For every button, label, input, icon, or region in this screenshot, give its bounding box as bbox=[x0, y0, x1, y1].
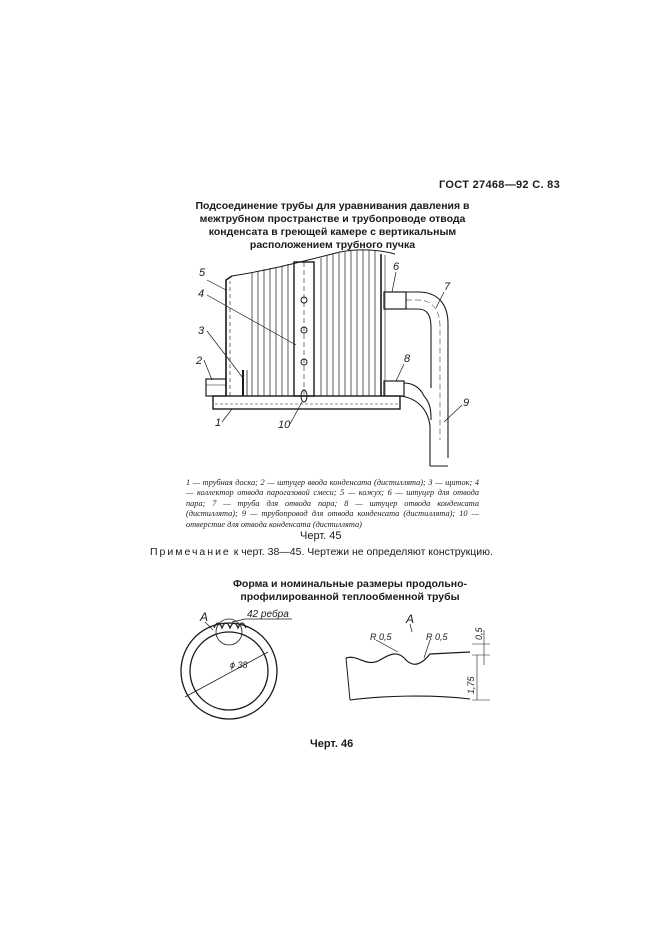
label-4: 4 bbox=[198, 288, 205, 300]
diameter-line bbox=[185, 652, 268, 697]
steam-outlet-nozzle bbox=[384, 292, 406, 309]
figure-45-legend: 1 — трубная доска; 2 — штуцер ввода конденсата (дистиллята); 3 — щиток; 4 — коллектор отвода парогазовой смеси; 5 — кожух; 6 — штуцер для отвода пара; 7 — труба для отвода пара; 8 — штуцер отвода конденсата (дистиллята); 9 — трубопровод для отвода конденсата (дистиллята); 10 — отверстие для отвода конденсата (дистиллята) bbox=[186, 478, 479, 529]
figure-46-title: Форма и номинальные размеры продольно-профилированной теплообменной трубы bbox=[232, 578, 468, 603]
label-7: 7 bbox=[444, 281, 451, 293]
figure-46-caption: Черт. 46 bbox=[310, 738, 354, 750]
radius-label-1: R 0,5 bbox=[370, 632, 392, 642]
label-6: 6 bbox=[393, 261, 400, 273]
radius-label-2: R 0,5 bbox=[426, 632, 448, 642]
wall-thickness-dim: 1,75 bbox=[466, 676, 476, 694]
condensate-outlet-nozzle bbox=[384, 381, 404, 396]
view-a-label-left: А bbox=[200, 610, 209, 624]
condensate-inlet-nozzle bbox=[206, 379, 226, 396]
page-header: ГОСТ 27468—92 С. 83 bbox=[439, 179, 560, 191]
label-5: 5 bbox=[199, 267, 206, 279]
label-10: 10 bbox=[278, 419, 291, 431]
view-a-label-right: А bbox=[406, 612, 415, 626]
label-8: 8 bbox=[404, 353, 411, 365]
figure-45-caption: Черт. 45 bbox=[300, 530, 342, 542]
note-text: к черт. 38—45. Чертежи не определяют конструкцию. bbox=[233, 546, 493, 558]
note-label: Примечание bbox=[150, 546, 231, 558]
label-2: 2 bbox=[196, 355, 203, 367]
figure-note bbox=[150, 546, 510, 558]
label-3: 3 bbox=[198, 325, 205, 337]
figure-46-drawing bbox=[181, 608, 490, 719]
tube-inner-circle bbox=[190, 632, 268, 710]
rib-profile bbox=[346, 652, 470, 664]
diameter-label: ϕ 38 bbox=[230, 660, 248, 670]
shell-left-wall bbox=[226, 276, 232, 396]
tube-outer-circle bbox=[181, 623, 277, 719]
label-1: 1 bbox=[215, 417, 222, 429]
ribs-count-label: 42 ребра bbox=[247, 609, 289, 620]
tube-wall-inner bbox=[350, 696, 470, 700]
label-9: 9 bbox=[463, 397, 470, 409]
rib-depth-dim: 0,5 bbox=[474, 627, 484, 640]
steam-pipe bbox=[406, 292, 448, 458]
condensate-pipeline bbox=[404, 383, 424, 396]
figure-45-title: Подсоединение трубы для уравнивания давления в межтрубном пространстве и трубопроводе отвода конденсата в греющей камере с вертикальным расположением трубного пучка bbox=[195, 200, 470, 251]
